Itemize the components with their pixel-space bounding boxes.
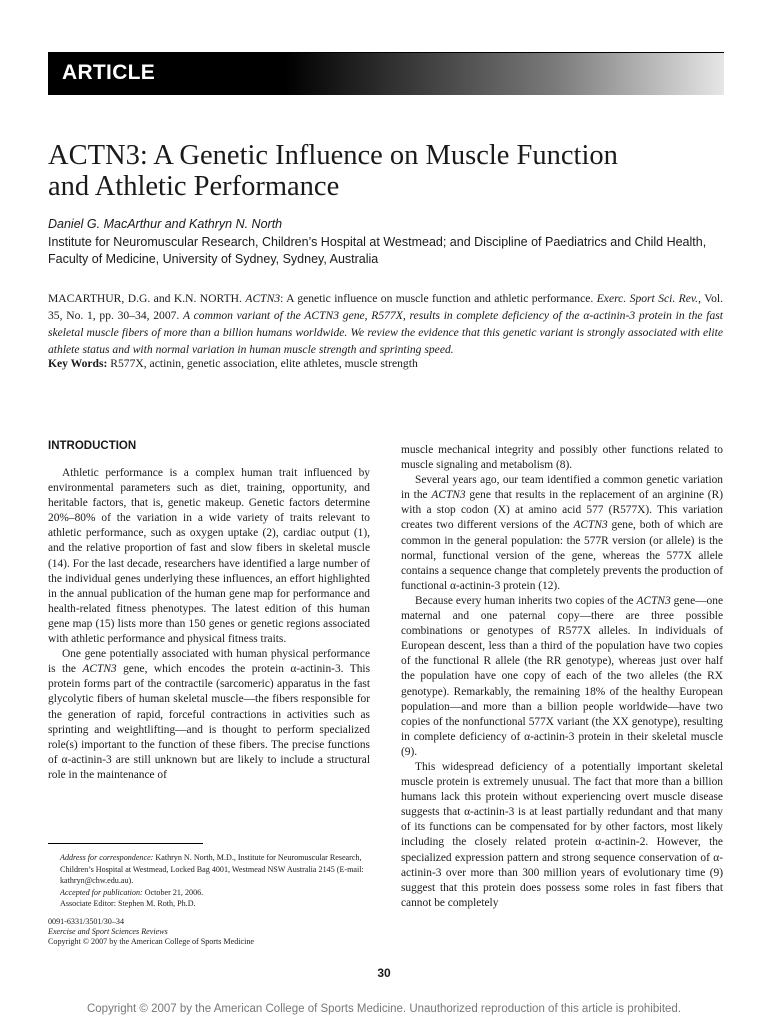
text-span: gene, both of which are common in the general population: the 577R version (or allele) is the normal, functional version of the gene, whereas the 577X allele contains a sequence change that completely prevents the production of functional α-actinin-3 protein (12).: [401, 519, 723, 592]
text-span: One gene potentially associated with human physical performance is the: [48, 648, 370, 676]
footnote-text: October 21, 2006.: [142, 887, 204, 897]
paragraph: [401, 473, 723, 594]
citation-journal: Exerc. Sport Sci. Rev.: [596, 292, 699, 305]
gene-name: ACTN3: [82, 663, 117, 676]
text-span: gene, which encodes the protein α-actinin-3. This protein forms part of the contractile (sarcomeric) apparatus in the fast glycolytic fibers of human skeletal muscle—the fibers responsible for the generation of rapid, forceful contractions in activities such as sprinting and weightlifting—and is thought to perform specialized role(s) important to the function of these fibers. The precise functions of α-actinin-3 are still unknown but are likely to include a structural role in the maintenance of: [48, 663, 371, 781]
citation-title: : A genetic influence on muscle function and athletic performance.: [280, 292, 597, 305]
footnotes: [48, 852, 370, 910]
gene-name: ACTN3: [636, 594, 671, 607]
citation-volume: , Vol. 35, No. 1, pp. 30–34, 2007.: [48, 292, 723, 322]
keywords: [48, 355, 723, 372]
copyright-line: Copyright © 2007 by the American College of Sports Medicine: [48, 937, 254, 946]
gene-name: ACTN3: [431, 489, 466, 502]
keywords-label: Key Words:: [48, 357, 111, 370]
citation-authors: MACARTHUR, D.G. and K.N. NORTH.: [48, 292, 246, 305]
text-span: Because every human inherits two copies of the: [415, 594, 637, 607]
citation-gene: ACTN3: [245, 292, 281, 305]
summary-part: A common variant of the: [183, 309, 305, 322]
text-span: Several years ago, our team identified a common genetic variation in the: [401, 474, 723, 502]
paragraph: This widespread deficiency of a potentially important skeletal muscle protein is extremely unusual. The fact that more than a billion humans lack this protein without experiencing overt muscle disease suggests that α-actinin-3 is at least partially redundant and that many of its functions can be compensated for by other factors, most likely including the closely related protein α-actinin-2. However, the specialized expression pattern and strong sequence conservation of α-actinin-3 over more than 300 million years of evolutionary time (9) suggest that this protein does possess some roles in fast fibers that cannot be completely: [401, 760, 723, 909]
authors: Daniel G. MacArthur and Kathryn N. North: [48, 217, 283, 231]
copyright-notice: Copyright © 2007 by the American College of Sports Medicine. Unauthorized reproduction of this article is prohibited.: [86, 1003, 681, 1015]
footnote-editor: Associate Editor: Stephen M. Roth, Ph.D.: [60, 899, 196, 908]
abstract: [48, 290, 723, 358]
footnote-text: Kathryn N. North, M.D., Institute for Neuromuscular Research, Children’s Hospital at Westmead, Locked Bag 4001, Westmead NSW Australia 2145 (E-mail: kathryn@chw.edu.au).: [60, 853, 364, 885]
affiliation: Institute for Neuromuscular Research, Children’s Hospital at Westmead; and Discipline of Paediatrics and Child Health, Faculty of Medicine, University of Sydney, Sydney, Australia: [48, 235, 707, 266]
article-banner: [48, 53, 724, 95]
issn: 0091-6331/3501/30–34: [48, 917, 124, 926]
footnote-rule: [48, 843, 203, 844]
summary-text: gene, R577X, results in complete deficiency of the α-actinin-3 protein in the fast skeletal muscle fibers of more than a billion humans worldwide. We review the evidence that this genetic variant is strongly associated with elite athlete status and with normal variation in human muscle strength and sprinting speed.: [48, 309, 724, 356]
footnote-label: Accepted for publication:: [60, 887, 143, 897]
section-heading-introduction: INTRODUCTION: [48, 440, 137, 452]
paragraph: muscle mechanical integrity and possibly other functions related to muscle signaling and metabolism (8).: [401, 444, 723, 472]
title-line-1: ACTN3: A Genetic Influence on Muscle Function: [48, 140, 618, 171]
journal-name: Exercise and Sport Sciences Reviews: [48, 927, 168, 936]
paragraph: Athletic performance is a complex human trait influenced by environmental parameters such as diet, training, opportunity, and heritable factors, that is, genetic makeup. Genetic factors determine 20%–80% of the variation in a wide variety of traits relevant to athletic performance, such as oxygen uptake (2), cardiac output (1), and the relative proportion of fast and slow fibers in skeletal muscle (14). For the last decade, researchers have identified a large number of the individual genes underlying these influences, an effort highlighted in the annual publication of the human gene map for performance and health-related fitness phenotypes. The latest edition of this human gene map (15) lists more than 150 genes or genetic regions associated with athletic performance and physical fitness traits.: [48, 467, 370, 646]
article-title: [48, 140, 738, 202]
left-column: [48, 466, 370, 783]
gene-name: ACTN3: [573, 519, 608, 532]
page-number: 30: [377, 966, 391, 980]
text-span: gene that results in the replacement of an arginine (R) with a stop codon (X) at amino acid 577 (R577X). This variation creates two different versions of the: [401, 489, 723, 532]
title-line-2: and Athletic Performance: [48, 171, 340, 202]
right-column: [401, 443, 723, 911]
footnote-label: Address for correspondence:: [60, 853, 154, 862]
footnote-accepted: [48, 887, 370, 899]
banner-label: ARTICLE: [62, 61, 156, 84]
keywords-text: R577X, actinin, genetic association, elite athletes, muscle strength: [110, 357, 418, 370]
summary-gene: ACTN3: [304, 309, 340, 322]
paragraph: [48, 647, 370, 783]
publication-info: [48, 917, 370, 947]
footnote-correspondence: [48, 852, 370, 887]
paragraph: [401, 594, 723, 760]
text-span: gene—one maternal and one paternal copy—there are three possible combinations or genotypes of R577X alleles. In individuals of European descent, less than a third of the population have two copies of the functional R allele (the RR genotype), whereas just over half the population have one copy of each of the two alleles (the RX genotype). Remarkably, the remaining 18% of the healthy European population—and more than a billion people worldwide—have two copies of the nonfunctional 577X variant (the XX genotype), resulting in complete deficiency of α-actinin-3 protein in their skeletal muscle (9).: [401, 594, 723, 758]
